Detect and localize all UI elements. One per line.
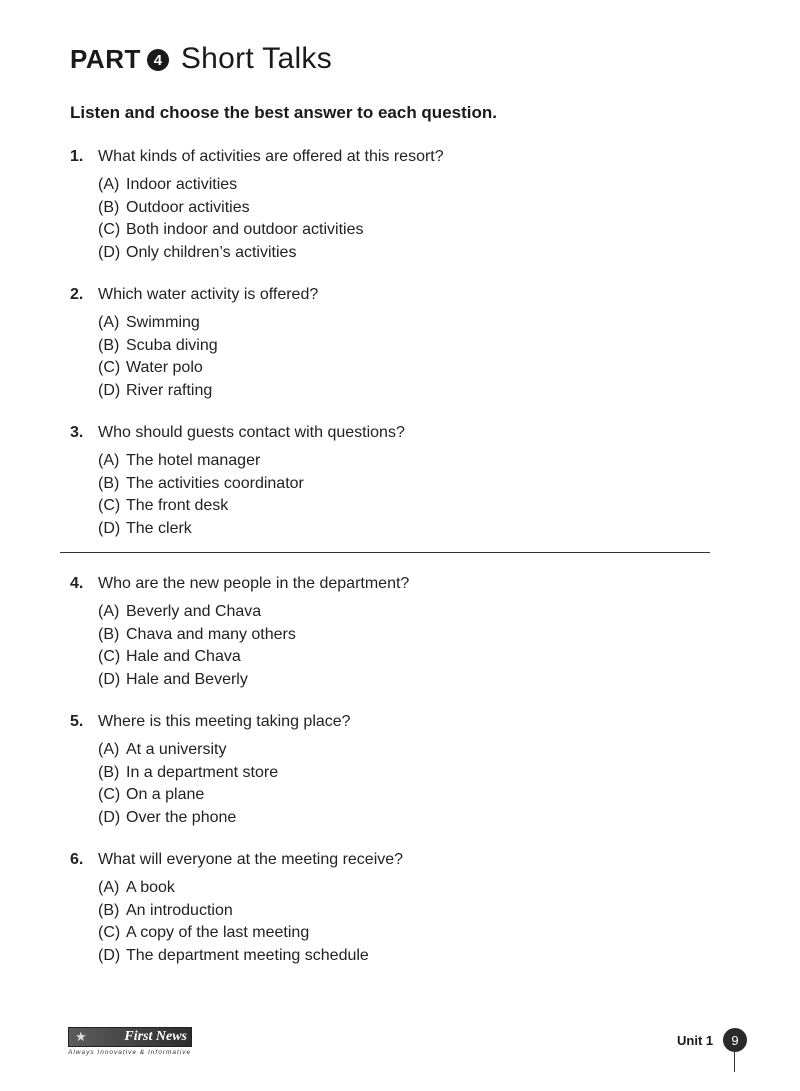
option-letter: (D): [98, 243, 121, 261]
option-text: On a plane: [126, 786, 205, 803]
question-1: [70, 147, 444, 264]
question-number: 6.: [70, 851, 84, 868]
question-number: 3.: [70, 424, 84, 441]
option-letter: (A): [98, 452, 120, 469]
option-b: [98, 197, 444, 220]
part-number-badge: 4: [147, 49, 169, 71]
option-text: In a department store: [126, 763, 279, 781]
question-number: 1.: [70, 148, 84, 165]
part-title: Short Talks: [180, 42, 333, 75]
option-text: The hotel manager: [126, 452, 261, 469]
logo-tagline: Always Innovative & Informative: [68, 1049, 192, 1056]
option-a: [98, 450, 405, 473]
option-text: An introduction: [126, 901, 233, 919]
option-letter: (C): [98, 359, 121, 376]
option-letter: (B): [98, 474, 120, 492]
option-text: Indoor activities: [126, 176, 238, 193]
option-c: [98, 495, 405, 518]
option-text: Swimming: [126, 314, 200, 331]
option-d: [98, 242, 444, 265]
section-divider: [60, 552, 710, 553]
option-text: Over the phone: [126, 808, 237, 826]
option-text: The department meeting schedule: [126, 946, 369, 964]
question-number: 5.: [70, 713, 84, 730]
option-letter: (D): [98, 381, 121, 399]
question-6: [70, 850, 403, 967]
option-text: Beverly and Chava: [126, 603, 262, 620]
option-text: Scuba diving: [126, 336, 218, 354]
option-letter: (B): [98, 336, 120, 354]
option-d: [98, 807, 351, 830]
logo-banner: [68, 1027, 192, 1047]
question-text: What kinds of activities are offered at this resort?: [98, 148, 444, 165]
page-number: 9: [723, 1028, 747, 1052]
option-d: [98, 380, 318, 403]
option-text: Water polo: [126, 359, 203, 376]
option-letter: (B): [98, 198, 120, 216]
option-letter: (A): [98, 176, 120, 193]
option-c: [98, 646, 409, 669]
question-text: Which water activity is offered?: [98, 286, 319, 303]
option-letter: (A): [98, 879, 120, 896]
question-number: 2.: [70, 286, 84, 303]
option-text: Outdoor activities: [126, 198, 250, 216]
option-letter: (D): [98, 808, 121, 826]
option-c: [98, 922, 403, 945]
option-letter: (B): [98, 763, 120, 781]
option-a: [98, 877, 403, 900]
option-b: [98, 473, 405, 496]
option-letter: (C): [98, 221, 121, 238]
option-text: A book: [126, 879, 175, 896]
option-a: [98, 174, 444, 197]
option-b: [98, 335, 318, 358]
option-letter: (D): [98, 946, 121, 964]
question-text: Where is this meeting taking place?: [98, 713, 351, 730]
option-text: Hale and Chava: [126, 648, 241, 665]
question-number: 4.: [70, 575, 84, 592]
option-text: A copy of the last meeting: [126, 924, 310, 941]
option-d: [98, 669, 409, 692]
publisher-logo: [68, 1027, 192, 1056]
option-letter: (A): [98, 741, 120, 758]
option-c: [98, 357, 318, 380]
option-a: [98, 601, 409, 624]
option-letter: (A): [98, 314, 120, 331]
question-4: [70, 574, 409, 691]
star-icon: ★: [75, 1029, 87, 1044]
option-text: River rafting: [126, 381, 213, 399]
question-3: [70, 423, 405, 540]
option-letter: (C): [98, 497, 121, 514]
question-text: Who should guests contact with questions?: [98, 424, 405, 441]
option-letter: (D): [98, 519, 121, 537]
part-label: PART: [70, 43, 141, 74]
option-b: [98, 900, 403, 923]
option-letter: (B): [98, 901, 120, 919]
option-a: [98, 312, 318, 335]
unit-label: Unit 1: [677, 1033, 714, 1048]
option-b: [98, 624, 409, 647]
option-letter: (C): [98, 786, 121, 803]
option-letter: (B): [98, 625, 120, 643]
option-c: [98, 219, 444, 242]
option-d: [98, 518, 405, 541]
page-number-tick: [734, 1052, 735, 1072]
option-text: The activities coordinator: [126, 474, 304, 492]
question-2: [70, 285, 318, 402]
question-5: [70, 712, 351, 829]
option-text: The clerk: [126, 519, 192, 537]
option-text: Chava and many others: [126, 625, 296, 643]
option-text: The front desk: [126, 497, 229, 514]
option-letter: (A): [98, 603, 120, 620]
option-text: Only children’s activities: [126, 243, 297, 261]
option-letter: (C): [98, 924, 121, 941]
part-header: [70, 42, 332, 76]
option-d: [98, 945, 403, 968]
instructions: Listen and choose the best answer to each question.: [70, 103, 497, 122]
option-text: At a university: [126, 741, 227, 758]
option-a: [98, 739, 351, 762]
logo-text: First News: [124, 1029, 187, 1044]
option-letter: (D): [98, 670, 121, 688]
option-letter: (C): [98, 648, 121, 665]
option-text: Both indoor and outdoor activities: [126, 221, 364, 238]
option-c: [98, 784, 351, 807]
question-text: What will everyone at the meeting receive?: [98, 851, 404, 868]
option-text: Hale and Beverly: [126, 670, 248, 688]
question-text: Who are the new people in the department?: [98, 575, 410, 592]
option-b: [98, 762, 351, 785]
